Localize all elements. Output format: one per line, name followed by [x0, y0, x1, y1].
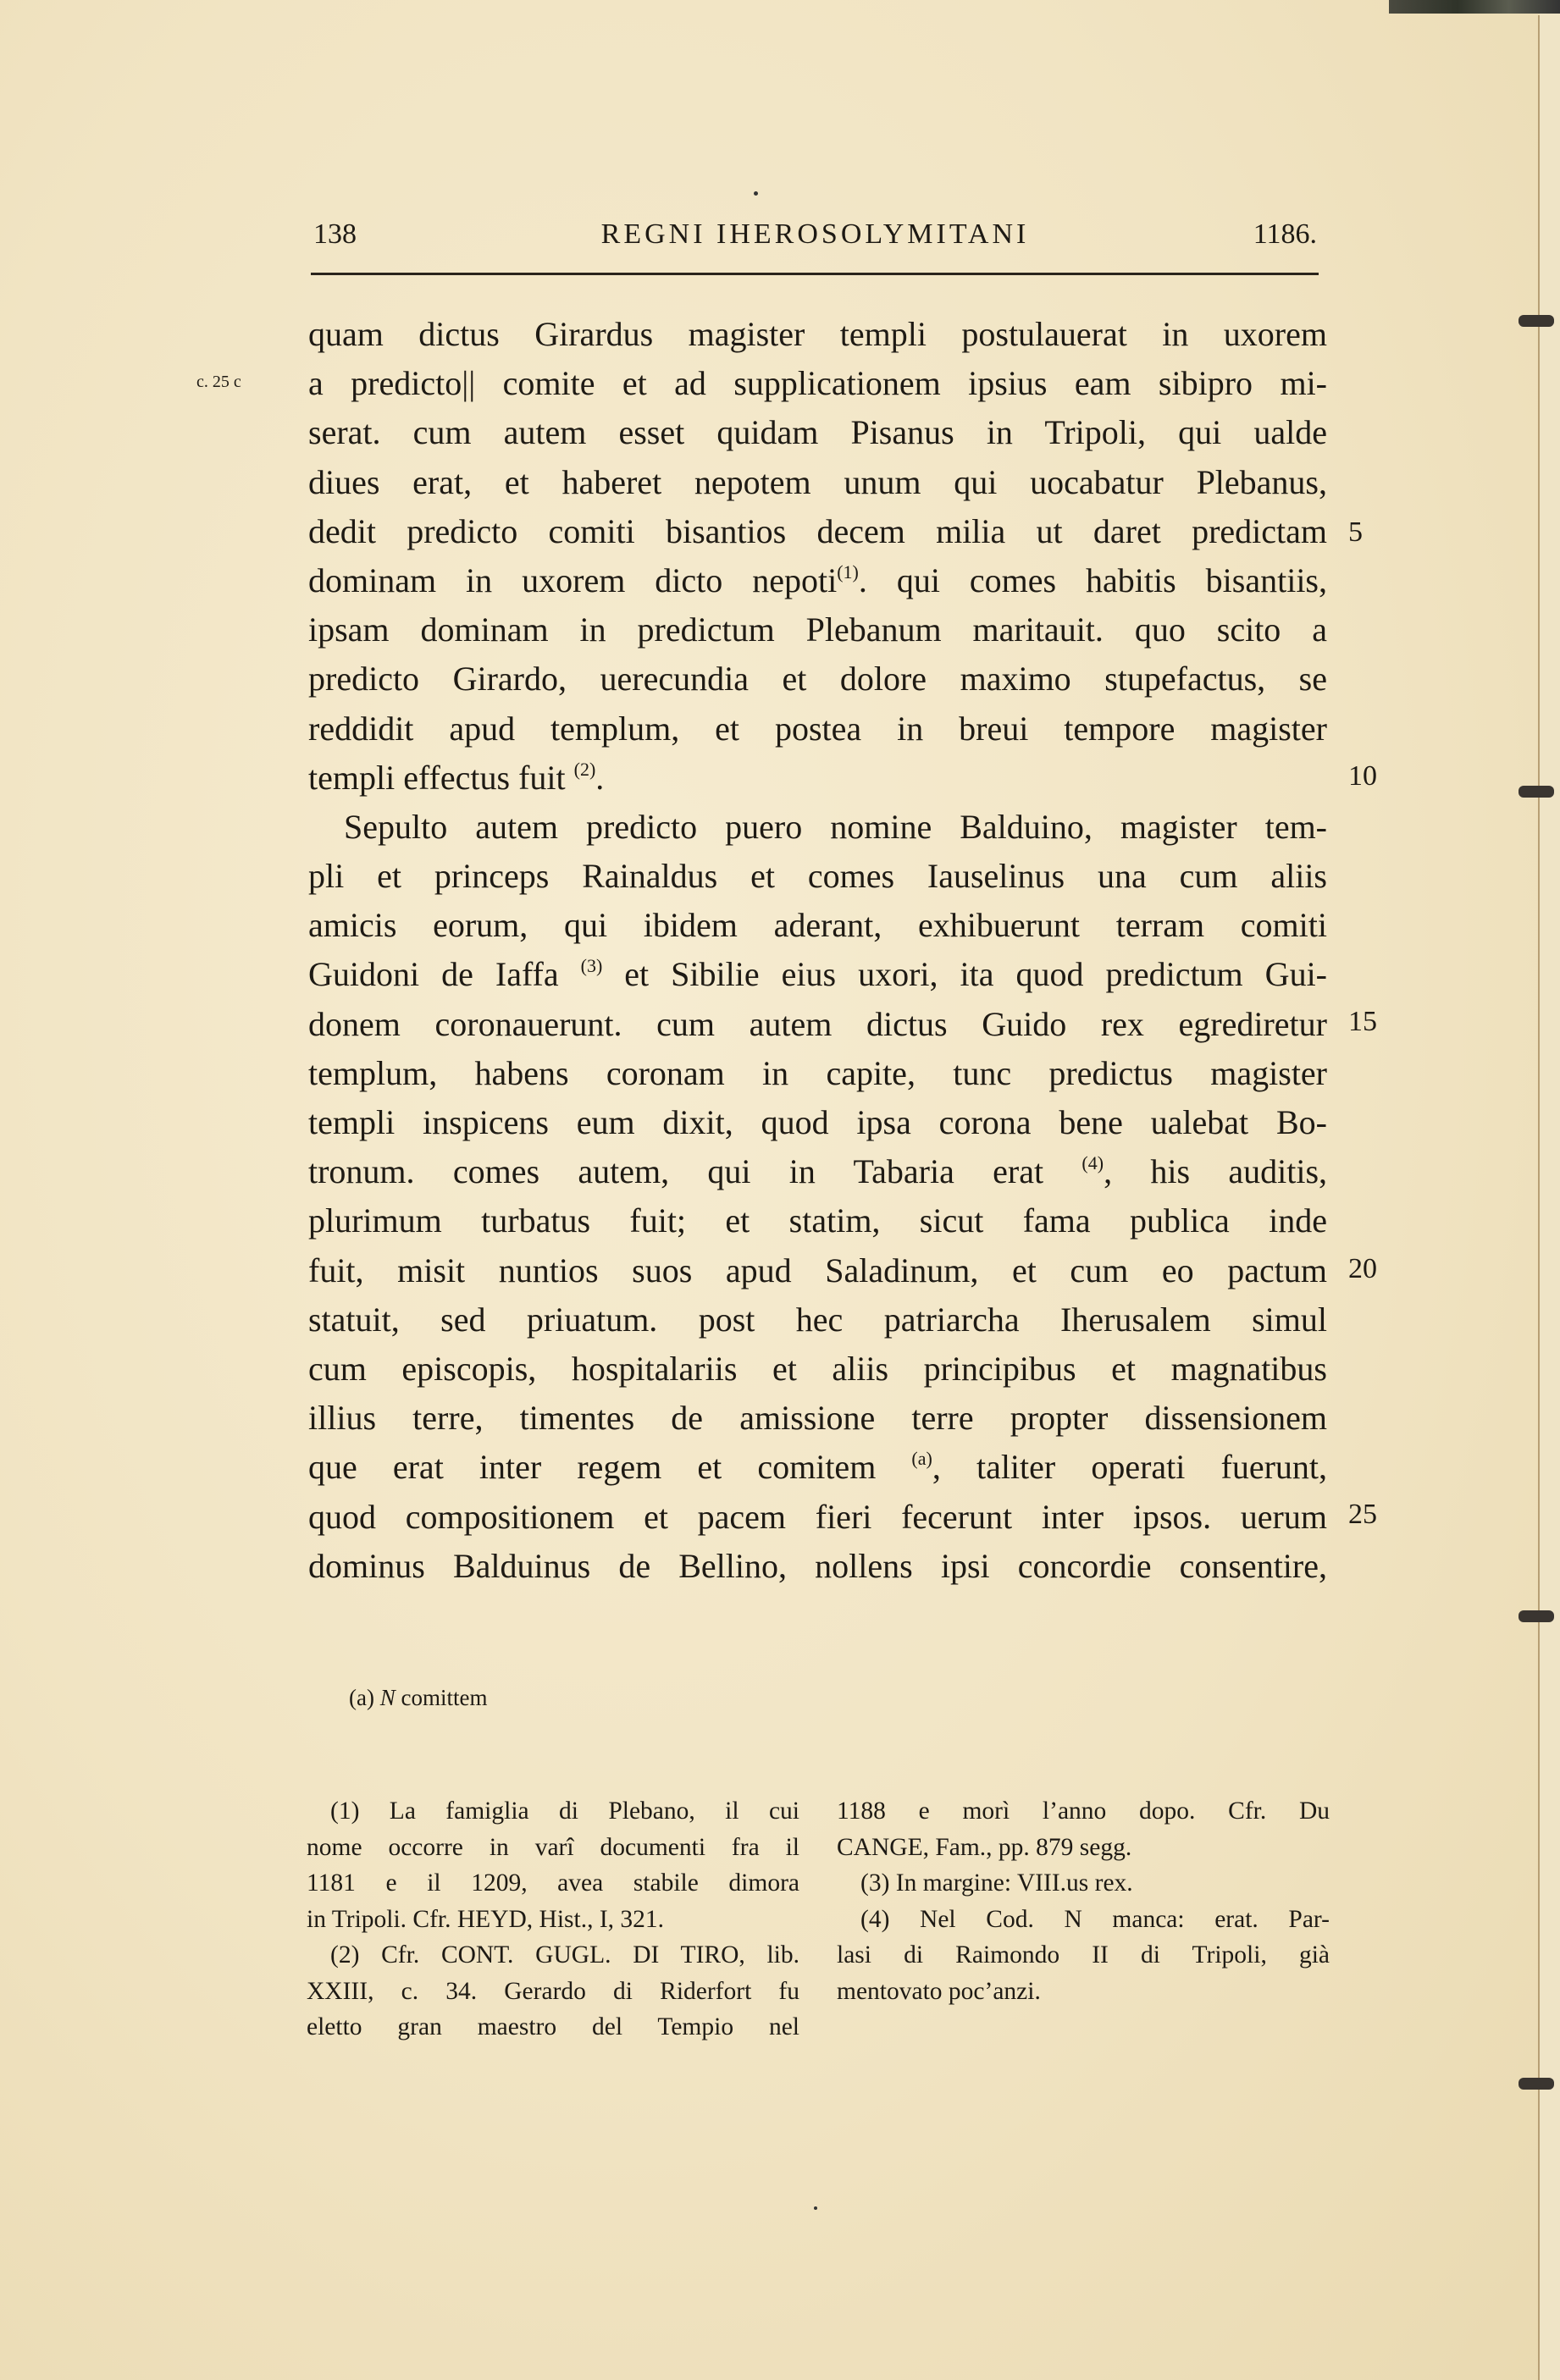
text-line: dedit predicto comiti bisantios decem milia ut daret predictam	[308, 511, 1327, 550]
line-number: 10	[1348, 760, 1377, 792]
text-line: fuit, misit nuntios suos apud Saladinum, et cum eo pactum	[308, 1251, 1327, 1289]
line-number: 25	[1348, 1499, 1377, 1530]
binding-tab	[1519, 1610, 1554, 1622]
footnote-ref-1[interactable]: (1)	[837, 560, 859, 583]
line-number: 20	[1348, 1253, 1377, 1284]
text-fragment: Guidoni de Iaffa	[308, 955, 559, 994]
print-speck	[814, 2206, 817, 2210]
binding-tab	[1519, 2078, 1554, 2090]
footnote-4: (4) Nel Cod. N manca: erat. Par-	[860, 1905, 1330, 1933]
text-line: reddidit apud templum, et postea in breui tempore magister	[308, 709, 1327, 748]
text-fragment: , his auditis,	[1104, 1152, 1328, 1191]
text-line: templi inspicens eum dixit, quod ipsa corona bene ualebat Bo-	[308, 1103, 1327, 1141]
apparatus-marker: (a)	[349, 1685, 374, 1710]
text-line: amicis eorum, qui ibidem aderant, exhibuerunt terram comiti	[308, 906, 1327, 945]
text-line: dominus Balduinus de Bellino, nollens ipsi concordie consentire,	[308, 1546, 1327, 1585]
text-fragment: .	[595, 758, 605, 797]
text-line	[308, 556, 1327, 605]
footnote-3: (3) In margine: VIII.us rex.	[860, 1869, 1133, 1897]
text-line: pli et princeps Rainaldus et comes Iauselinus una cum aliis	[308, 857, 1327, 896]
footnote-ref-2[interactable]: (2)	[573, 758, 596, 780]
footnote-line: in Tripoli. Cfr. HEYD, Hist., I, 321.	[307, 1905, 665, 1933]
variant-reading: comittem	[401, 1685, 488, 1710]
footnote-1: (1) La famiglia di Plebano, il cui	[330, 1797, 799, 1825]
print-speck	[754, 191, 758, 196]
text-line: predicto Girardo, uerecundia et dolore maximo stupefactus, se	[308, 660, 1327, 699]
footnote-line: mentovato poc’anzi.	[837, 1977, 1041, 2005]
text-line: templum, habens coronam in capite, tunc predictus magister	[308, 1053, 1327, 1092]
running-title: REGNI IHEROSOLYMITANI	[600, 218, 1030, 250]
text-line	[308, 950, 1327, 999]
footnote-line: CANGE, Fam., pp. 879 segg.	[837, 1833, 1132, 1861]
footnote-line: eletto gran maestro del Tempio nel	[307, 2013, 799, 2040]
text-line: serat. cum autem esset quidam Pisanus in Tripoli, qui ualde	[308, 413, 1327, 452]
footnote-2: (2) Cfr. CONT. GUGL. DI TIRO, lib.	[330, 1941, 799, 1969]
binding-tab	[1519, 315, 1554, 327]
text-line: a predicto|| comite et ad supplicationem ipsius eam sibipro mi-	[308, 364, 1327, 403]
footnote-ref-3[interactable]: (3)	[580, 955, 603, 977]
header-year: 1186.	[1253, 218, 1317, 250]
text-fragment: et Sibilie eius uxori, ita quod predictum Gui-	[602, 955, 1327, 994]
text-fragment: , taliter operati fuerunt,	[932, 1448, 1328, 1487]
page-edge-line	[1538, 15, 1540, 2380]
critical-apparatus	[349, 1685, 487, 1711]
footnote-line: 1181 e il 1209, avea stabile dimora	[307, 1869, 799, 1897]
text-line	[308, 754, 1327, 803]
text-fragment: tronum. comes autem, qui in Tabaria erat	[308, 1152, 1044, 1191]
manuscript-siglum: N	[379, 1685, 396, 1710]
header-rule	[311, 273, 1319, 275]
main-text	[308, 310, 1327, 1591]
footnote-line: XXIII, c. 34. Gerardo di Riderfort fu	[307, 1977, 799, 2005]
text-line: diues erat, et haberet nepotem unum qui uocabatur Plebanus,	[308, 462, 1327, 501]
text-line: cum episcopis, hospitalariis et aliis principibus et magnatibus	[308, 1349, 1327, 1388]
paragraph-start: Sepulto autem predicto puero nomine Balduino, magister tem-	[344, 807, 1327, 846]
text-line	[308, 1443, 1327, 1492]
page-number: 138	[313, 218, 357, 250]
footnotes-column-2	[837, 1793, 1330, 2009]
text-fragment: . qui comes habitis bisantiis,	[858, 560, 1327, 599]
line-number: 5	[1348, 516, 1363, 548]
footnote-ref-4[interactable]: (4)	[1081, 1152, 1104, 1174]
text-line: donem coronauerunt. cum autem dictus Guido rex egrediretur	[308, 1004, 1327, 1043]
apparatus-ref-a[interactable]: (a)	[911, 1448, 932, 1470]
text-fragment: templi effectus fuit	[308, 758, 566, 797]
text-fragment: dominam in uxorem dicto nepoti	[308, 560, 838, 599]
footnote-line: lasi di Raimondo II di Tripoli, già	[837, 1941, 1330, 1969]
text-line: statuit, sed priuatum. post hec patriarcha Iherusalem simul	[308, 1300, 1327, 1339]
text-line: illius terre, timentes de amissione terre propter dissensionem	[308, 1399, 1327, 1438]
margin-reference: c. 25 c	[196, 373, 241, 391]
text-fragment: que erat inter regem et comitem	[308, 1448, 877, 1487]
running-header	[313, 218, 1317, 269]
line-number: 15	[1348, 1006, 1377, 1037]
binding-tab	[1519, 786, 1554, 798]
adjacent-book-edge	[1389, 0, 1560, 14]
text-line: quod compositionem et pacem fieri fecerunt inter ipsos. uerum	[308, 1497, 1327, 1536]
footnotes-column-1	[307, 1793, 799, 2046]
text-line	[308, 1147, 1327, 1196]
footnote-line: 1188 e morì l’anno dopo. Cfr. Du	[837, 1797, 1330, 1825]
text-line: ipsam dominam in predictum Plebanum maritauit. quo scito a	[308, 610, 1327, 649]
text-line: plurimum turbatus fuit; et statim, sicut fama publica inde	[308, 1201, 1327, 1240]
page-edge-strip	[1540, 14, 1560, 2380]
footnote-line: nome occorre in varî documenti fra il	[307, 1833, 799, 1861]
text-line: quam dictus Girardus magister templi postulauerat in uxorem	[308, 315, 1327, 353]
